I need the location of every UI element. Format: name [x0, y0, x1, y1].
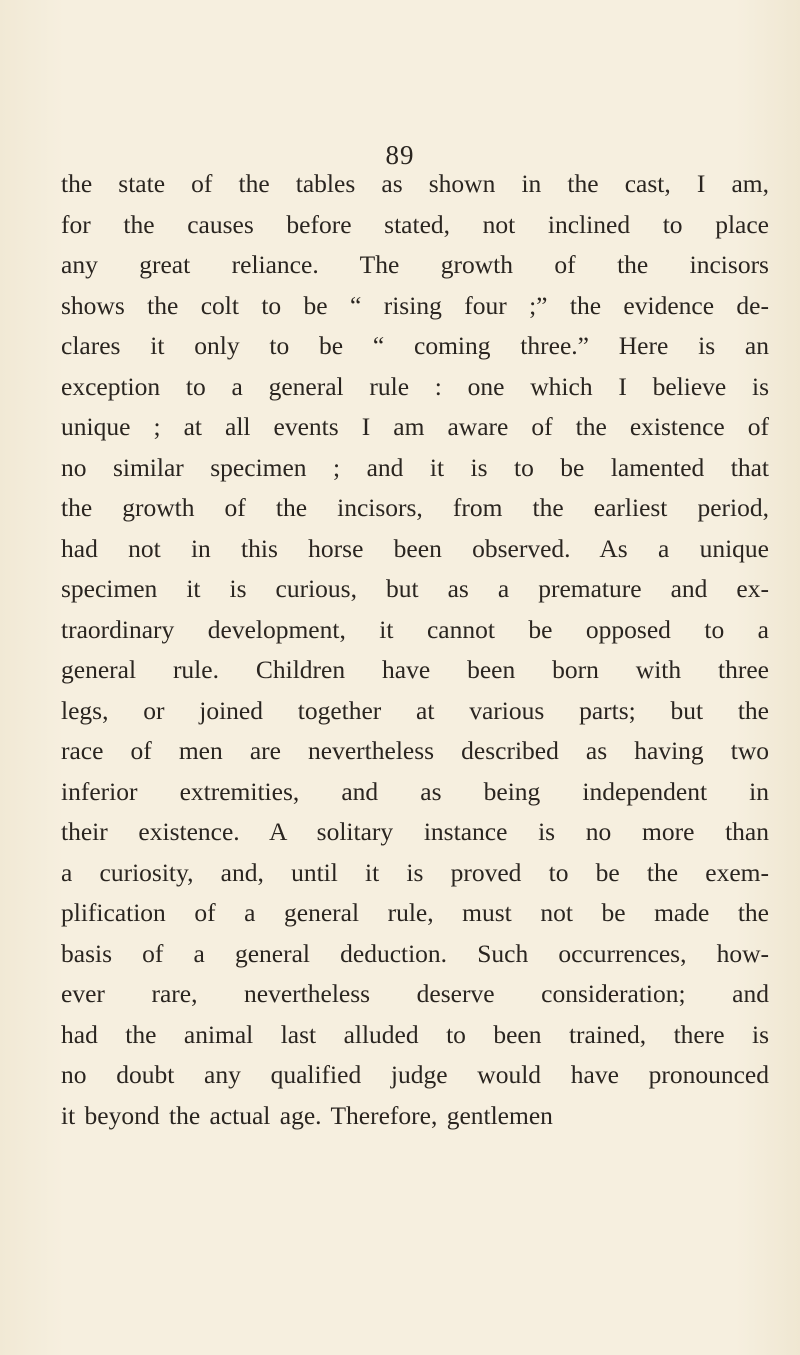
- text-line: a curiosity, and, until it is proved to be the exem-: [61, 857, 769, 887]
- text-line: for the causes before stated, not inclined to place: [61, 209, 769, 239]
- page-number: 89: [385, 140, 415, 170]
- text-line: the state of the tables as shown in the cast, I am,: [61, 169, 769, 198]
- text-line: race of men are nevertheless described as having two: [61, 736, 769, 765]
- text-line: specimen it is curious, but as a premature and ex-: [61, 574, 769, 603]
- text-line: had not in this horse been observed. As a unique: [61, 533, 769, 563]
- text-line: plification of a general rule, must not be made the: [61, 898, 769, 927]
- text-line: traordinary development, it cannot be opposed to a: [61, 614, 769, 644]
- text-line: legs, or joined together at various parts; but the: [61, 695, 769, 725]
- text-line: basis of a general deduction. Such occurrences, how-: [61, 938, 769, 968]
- text-line: no similar specimen ; and it is to be lamented that: [61, 452, 769, 482]
- text-line: it beyond the actual age. Therefore, gentlemen: [61, 1100, 553, 1130]
- body-text: [61, 164, 769, 1136]
- text-line: their existence. A solitary instance is no more than: [61, 817, 769, 846]
- text-line: inferior extremities, and as being independent in: [61, 776, 769, 806]
- text-line: clares it only to be “ coming three.” Here is an: [61, 331, 769, 360]
- text-line: shows the colt to be “ rising four ;” the evidence de-: [61, 290, 769, 320]
- text-line: the growth of the incisors, from the earliest period,: [61, 493, 769, 522]
- text-line: ever rare, nevertheless deserve consideration; and: [61, 979, 769, 1008]
- text-line: any great reliance. The growth of the incisors: [61, 250, 769, 279]
- text-line: no doubt any qualified judge would have pronounced: [61, 1060, 769, 1089]
- text-line: had the animal last alluded to been trained, there is: [61, 1019, 769, 1049]
- text-line: exception to a general rule : one which I believe is: [61, 371, 769, 401]
- text-line: unique ; at all events I am aware of the existence of: [61, 412, 769, 441]
- text-line: general rule. Children have been born with three: [61, 655, 769, 684]
